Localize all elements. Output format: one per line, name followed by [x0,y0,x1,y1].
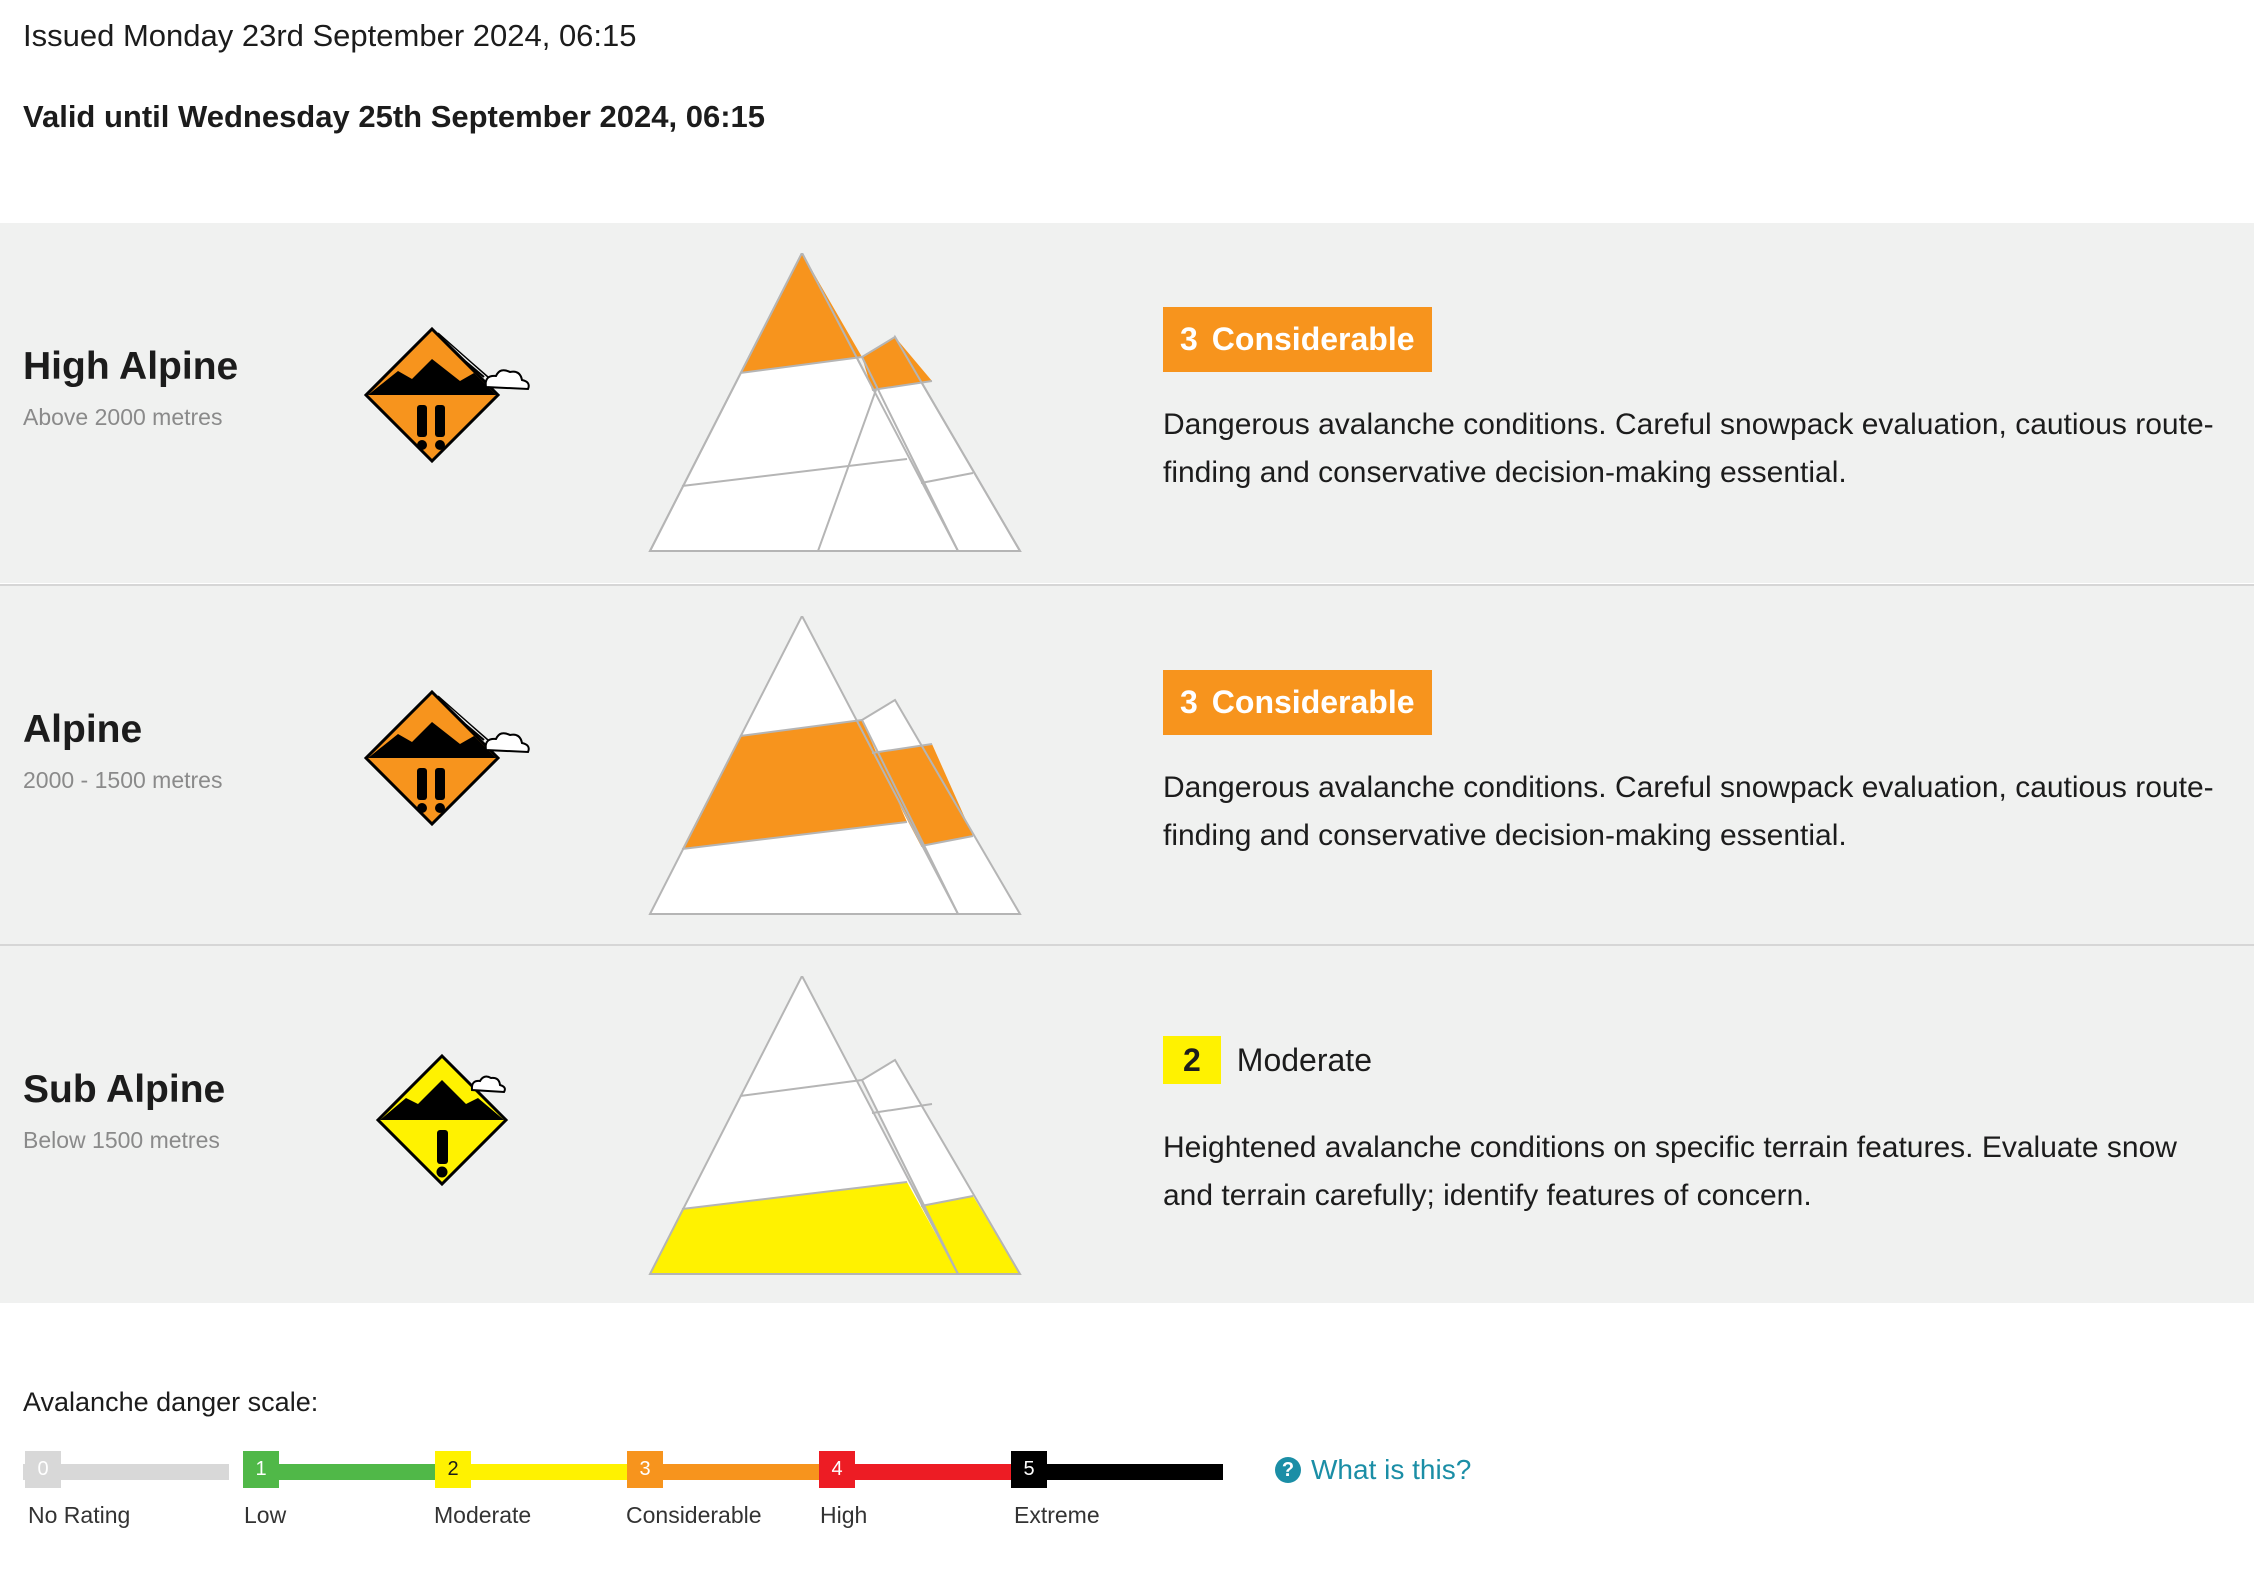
scale-chip-2: 2 [435,1451,471,1488]
zone-name: High Alpine [23,345,239,388]
valid-until-date: Valid until Wednesday 25th September 2024, 06:15 [23,99,766,134]
zone-elevation-range: Above 2000 metres [23,404,223,430]
scale-label-extreme: Extreme [1014,1502,1100,1528]
rating-badge [1163,307,1432,372]
scale-chip-3: 3 [627,1451,663,1488]
rating-number: 3 [1180,684,1198,720]
rating-number: 3 [1180,321,1198,357]
rating-label: Considerable [1211,684,1415,720]
danger-rating [1163,670,1432,735]
scale-chip-4: 4 [819,1451,855,1488]
scale-chip-5: 5 [1011,1451,1047,1488]
scale-label-low: Low [244,1502,287,1528]
scale-label-no-rating: No Rating [28,1502,131,1528]
rating-description: Heightened avalanche conditions on specific terrain features. Evaluate snow and terrain carefully; identify features of concern. [1163,1131,2177,1212]
zone-high-alpine [0,223,2254,583]
rating-label: Considerable [1211,321,1415,357]
scale-label-considerable: Considerable [626,1502,762,1528]
rating-number: 2 [1183,1041,1201,1078]
scale-label-high: High [820,1502,868,1528]
moderate-danger-icon [360,1046,540,1196]
rating-badge [1163,670,1432,735]
scale-chip-1: 1 [243,1451,279,1488]
issued-date: Issued Monday 23rd September 2024, 06:15 [23,18,637,53]
scale-chip-0: 0 [25,1451,61,1488]
rating-description: Dangerous avalanche conditions. Careful snowpack evaluation, cautious route-finding and conservative decision-making essential. [1163,771,2214,852]
considerable-danger-icon [360,323,540,473]
danger-scale-title: Avalanche danger scale: [23,1387,319,1417]
elevation-mountain-diagram [640,253,1030,553]
rating-badge [1163,1036,1221,1084]
zone-sub-alpine [0,944,2254,1303]
what-is-this-link[interactable] [1275,1454,1471,1486]
rating-label: Moderate [1236,1041,1372,1078]
danger-rating [1163,307,1432,372]
rating-description: Dangerous avalanche conditions. Careful snowpack evaluation, cautious route-finding and conservative decision-making essential. [1163,408,2214,489]
zone-elevation-range: Below 1500 metres [23,1127,220,1153]
elevation-mountain-diagram [640,616,1030,916]
what-is-this-label: What is this? [1311,1454,1472,1485]
zone-name: Alpine [23,708,143,751]
danger-scale [23,1451,1223,1531]
zone-alpine [0,584,2254,946]
zone-name: Sub Alpine [23,1068,226,1111]
considerable-danger-icon [360,686,540,836]
elevation-mountain-diagram [640,976,1030,1276]
danger-rating [1163,1036,1372,1084]
zone-elevation-range: 2000 - 1500 metres [23,767,223,793]
question-circle-icon: ? [1275,1457,1301,1483]
scale-label-moderate: Moderate [434,1502,532,1528]
